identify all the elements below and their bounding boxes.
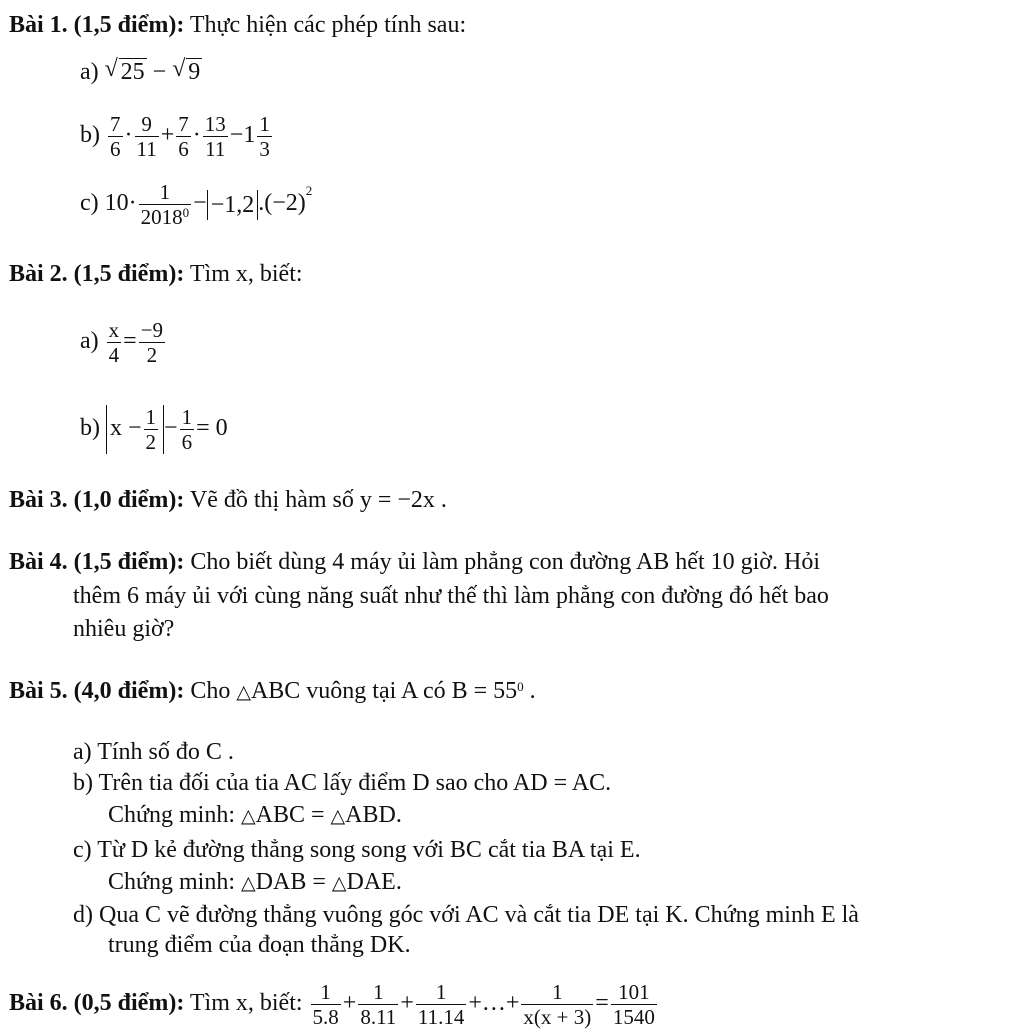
item-label: b) [80,122,100,149]
item-label: a) [80,328,99,355]
b5-b2: Chứng minh: △ABC = △ABD. [108,802,402,828]
b2-heading-line [9,259,303,289]
b5-b1: b) Trên tia đối của tia AC lấy điểm D sao cho AD = AC. [73,770,612,796]
b3-heading: Bài 3. (1,0 điểm): [9,487,185,513]
fraction: $\frac{7}{6}$ [178,112,189,161]
b6-heading: Bài 6. (0,5 điểm): [9,990,185,1017]
b3-line [9,485,447,515]
b1-heading: Bài 1. (1,5 điểm): [9,12,185,38]
b4-text: Cho biết dùng 4 máy ủi làm phẳng con đường AB hết 10 giờ. Hỏi [184,549,820,575]
item-label: b) [80,415,100,442]
sqrt-9: √ 9 [172,56,201,85]
b6-line: Bài 6. (0,5 điểm): Tìm x, biết: $\frac{1}{5.8}$ + $\frac{1}{8.11}$ + $\frac{1}{11.14}$ +…+ $\frac{1}{x(x + 3)}$ = $\frac{101}{1540}$ [9,980,655,1029]
b1-a [80,57,202,87]
b6-text: Tìm x, biết: [184,990,309,1017]
item-label: c) [80,190,99,217]
b5-heading: Bài 5. (4,0 điểm): [9,678,185,704]
item-label: a) [80,59,99,85]
b5-c1: c) Từ D kẻ đường thẳng song song với BC cắt tia BA tại E. [73,837,641,863]
triangle-symbol: △ [236,682,251,703]
fraction: $\frac{7}{6}$ [110,112,121,161]
b3-text: Vẽ đồ thị hàm số [184,487,360,513]
b1-heading-line [9,10,466,40]
b5-a: a) Tính số đo C . [73,739,234,765]
sqrt-25: √ 25 [104,56,145,85]
fraction: $\frac{1}{5.8}$ [312,980,339,1029]
fraction: $\frac{101}{1540}$ [612,980,655,1029]
fraction: $\frac{1}{8.11}$ [360,980,397,1029]
b2-heading: Bài 2. (1,5 điểm): [9,261,185,287]
fraction: $\frac{9}{11}$ [136,112,157,161]
b3-formula: y = −2x . [359,487,447,513]
operator: − [152,59,167,85]
absolute-value: −1,2 [207,190,259,220]
fraction: $\frac{-9}{2}$ [140,318,164,367]
b5-heading-line: Bài 5. (4,0 điểm): Cho △ABC vuông tại A có $B = 55^0$ . [9,678,536,704]
b2-a: a) $\frac{x}{4}$ = $\frac{-9}{2}$ [80,318,164,367]
b2-b: b) x − $\frac{1}{2}$ − $\frac{1}{6}$ = 0 [80,405,228,454]
fraction: $\frac{x}{4}$ [108,318,120,367]
b1-b: b) $\frac{7}{6}$ · $\frac{9}{11}$ + $\frac{7}{6}$ · $\frac{13}{11}$ −1 $\frac{1}{3}$ [80,112,270,161]
b4-heading: Bài 4. (1,5 điểm): [9,549,185,575]
b5-d1: d) Qua C vẽ đường thẳng vuông góc với AC và cắt tia DE tại K. Chứng minh E là [73,902,859,928]
b4-line3: nhiêu giờ? [73,616,175,642]
fraction: $\frac{1}{11.14}$ [417,980,465,1029]
b2-text: Tìm x, biết: [184,261,303,287]
fraction: $\frac{1}{2018^0}$ [140,180,190,229]
b4-line2: thêm 6 máy ủi với cùng năng suất như thế thì làm phẳng con đường đó hết bao [73,583,829,609]
fraction: $\frac{1}{3}$ [259,112,270,161]
b4-line1 [9,547,820,577]
absolute-value: x − $\frac{1}{2}$ [106,405,164,454]
fraction: $\frac{1}{x(x + 3)}$ [523,980,592,1029]
b5-d2: trung điểm của đoạn thẳng DK. [108,932,411,958]
b1-c: c) 10· $\frac{1}{2018^0}$ − −1,2 $.(-2)^2$ [80,180,313,229]
fraction: $\frac{1}{6}$ [181,405,193,454]
radicand: 25 [120,59,145,85]
radicand: 9 [188,59,201,85]
b1-text: Thực hiện các phép tính sau: [184,12,467,38]
b5-c2: Chứng minh: △DAB = △DAE. [108,869,402,895]
fraction: $\frac{13}{11}$ [204,112,226,161]
